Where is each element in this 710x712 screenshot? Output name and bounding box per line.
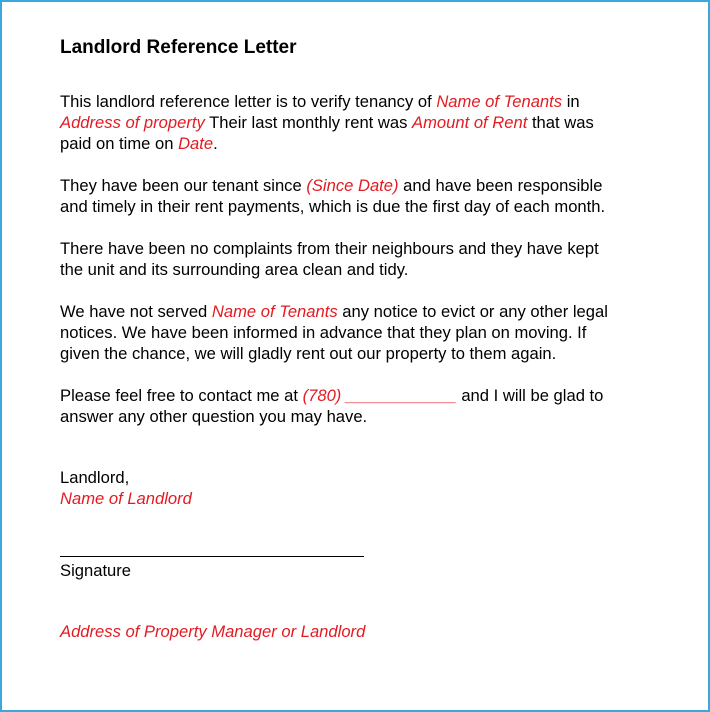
signature-line: [60, 556, 364, 557]
since-date-placeholder: (Since Date): [306, 176, 399, 195]
p5-text-1: Please feel free to contact me at: [60, 386, 303, 405]
p3-line-1: There have been no complaints from their neighbours and they have kept: [60, 239, 599, 258]
p3-line-2: the unit and its surrounding area clean and tidy.: [60, 260, 409, 279]
p4-line-3: given the chance, we will gladly rent out our property to them again.: [60, 344, 557, 363]
phone-blank: ____________: [341, 386, 457, 405]
property-address-placeholder: Address of property: [60, 113, 205, 132]
p1-text-5: paid on time on: [60, 134, 179, 153]
tenant-name-placeholder-2: Name of Tenants: [211, 302, 338, 321]
p4-line-2: notices. We have been informed in advance that they plan on moving. If: [60, 323, 587, 342]
p1-text-2: in: [562, 92, 580, 111]
letter-title: Landlord Reference Letter: [60, 37, 297, 58]
manager-address-placeholder: Address of Property Manager or Landlord: [60, 622, 366, 641]
paragraph-tenancy-duration: [60, 175, 680, 217]
paragraph-notices: [60, 301, 680, 364]
tenant-name-placeholder: Name of Tenants: [436, 92, 563, 111]
paragraph-verification: [60, 91, 680, 154]
p1-text-6: .: [213, 134, 218, 153]
letter-body: [60, 36, 680, 663]
p5-line-2: answer any other question you may have.: [60, 407, 368, 426]
p1-text-3: Their last monthly rent was: [204, 113, 413, 132]
p1-text-1: This landlord reference letter is to verify tenancy of: [60, 92, 437, 111]
date-placeholder: Date: [178, 134, 214, 153]
p4-text-1: We have not served: [60, 302, 212, 321]
p1-text-4: that was: [527, 113, 594, 132]
p4-text-2: any notice to evict or any other legal: [337, 302, 608, 321]
p5-text-2: and I will be glad to: [456, 386, 604, 405]
paragraph-contact: [60, 385, 680, 427]
p2-text-2: and have been responsible: [398, 176, 603, 195]
closing-block: [60, 467, 680, 509]
footer-address: [60, 621, 680, 642]
paragraph-complaints: [60, 238, 680, 280]
landlord-name-placeholder: Name of Landlord: [60, 489, 192, 508]
closing-label: Landlord,: [60, 468, 130, 487]
p2-text-1: They have been our tenant since: [60, 176, 307, 195]
signature-label: Signature: [60, 561, 132, 580]
phone-area-code-placeholder: (780): [302, 386, 342, 405]
rent-amount-placeholder: Amount of Rent: [412, 113, 528, 132]
p2-text-3: and timely in their rent payments, which is due the first day of each month.: [60, 197, 606, 216]
